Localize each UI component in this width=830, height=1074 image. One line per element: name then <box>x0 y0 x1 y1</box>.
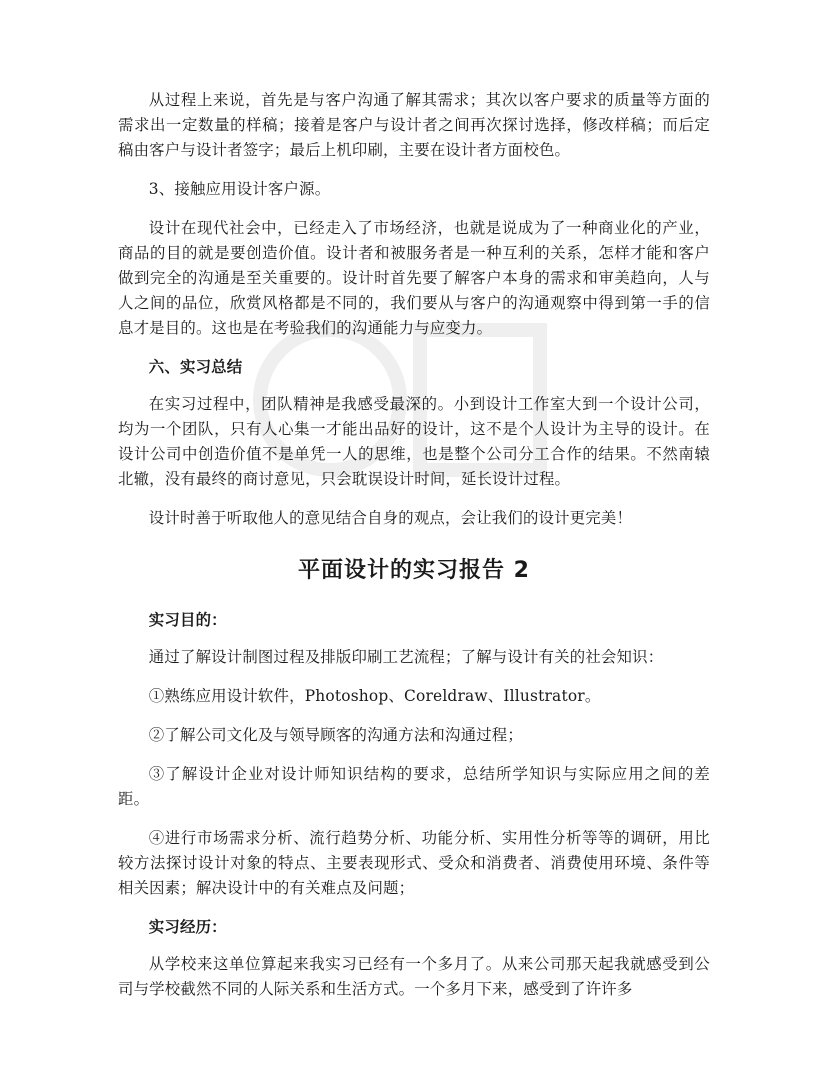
report-title-2: 平面设计的实习报告 2 <box>298 558 530 583</box>
paragraph-purpose-1: ①熟练应用设计软件，Photoshop、Coreldraw、Illustrator。 <box>148 687 601 705</box>
heading-experience: 实习经历： <box>148 918 227 936</box>
heading-purpose: 实习目的： <box>148 611 227 629</box>
paragraph-listen: 设计时善于听取他人的意见结合自身的观点，会让我们的设计更完美！ <box>148 509 633 527</box>
paragraph-item-3: 3、接触应用设计客户源。 <box>148 180 331 198</box>
paragraph-teamwork: 在实习过程中，团队精神是我感受最深的。小到设计工作室大到一个设计公司，均为一个团队，只有人心集一才能出品好的设计，这不是个人设计为主导的设计。在设计公司中创造价值不是单凭一人的思维，也是整个公司分工合作的结果。不然南辕北辙，没有最终的商讨意见，只会耽误设计时间，延长设计过程。 <box>118 395 710 488</box>
paragraph-purpose-intro: 通过了解设计制图过程及排版印刷工艺流程；了解与设计有关的社会知识： <box>148 648 664 666</box>
document-page <box>118 88 710 1016</box>
paragraph-purpose-3: ③了解设计企业对设计师知识结构的要求，总结所学知识与实际应用之间的差距。 <box>118 765 710 808</box>
paragraph-purpose-4: ④进行市场需求分析、流行趋势分析、功能分析、实用性分析等等的调研，用比较方法探讨设计对象的特点、主要表现形式、受众和消费者、消费使用环境、条件等相关因素；解决设计中的有关难点及问题； <box>118 829 710 897</box>
paragraph-experience: 从学校来这单位算起来我实习已经有一个多月了。从来公司那天起我就感受到公司与学校截然不同的人际关系和生活方式。一个多月下来，感受到了许许多 <box>118 955 710 998</box>
paragraph-purpose-2: ②了解公司文化及与领导顾客的沟通方法和沟通过程； <box>148 726 523 744</box>
paragraph-process: 从过程上来说，首先是与客户沟通了解其需求；其次以客户要求的质量等方面的需求出一定数量的样稿；接着是客户与设计者之间再次探讨选择，修改样稿；而后定稿由客户与设计者签字；最后上机印刷，主要在设计者方面校色。 <box>118 91 710 159</box>
paragraph-design-society: 设计在现代社会中，已经走入了市场经济，也就是说成为了一种商业化的产业，商品的目的就是要创造价值。设计者和被服务者是一种互利的关系，怎样才能和客户做到完全的沟通是至关重要的。设计时首先要了解客户本身的需求和审美趋向，人与人之间的品位，欣赏风格都是不同的，我们要从与客户的沟通观察中得到第一手的信息才是目的。这也是在考验我们的沟通能力与应变力。 <box>118 219 710 337</box>
section-heading-summary: 六、实习总结 <box>148 358 243 376</box>
